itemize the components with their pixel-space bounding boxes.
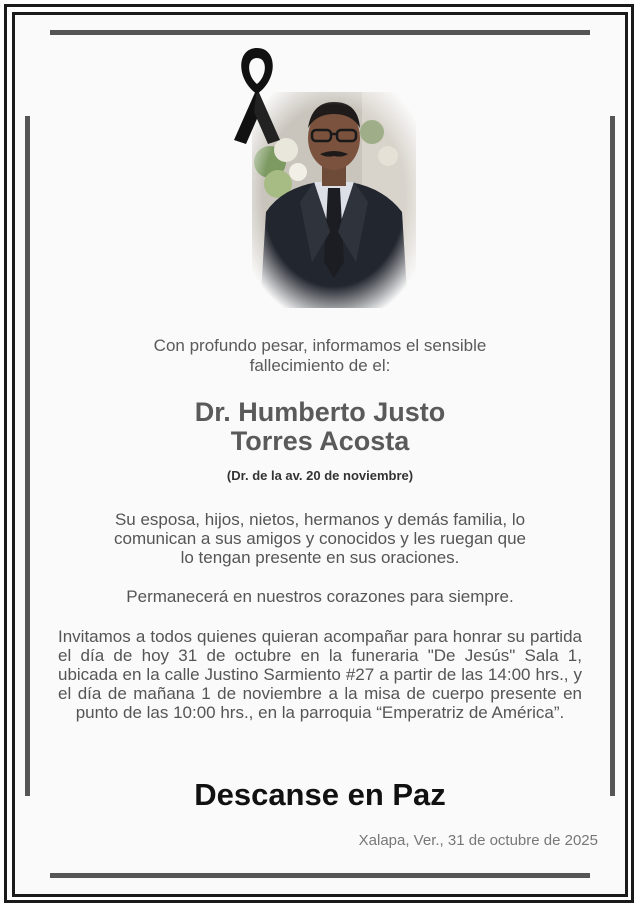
- place-date: Xalapa, Ver., 31 de octubre de 2025: [358, 832, 598, 849]
- right-divider: [610, 116, 615, 796]
- family-line: Su esposa, hijos, nietos, hermanos y demás familia, lo: [114, 510, 526, 529]
- intro-line: Con profundo pesar, informamos el sensible: [153, 336, 487, 355]
- remembrance-text: Permanecerá en nuestros corazones para siempre.: [126, 587, 514, 606]
- top-divider: [50, 30, 590, 35]
- left-divider: [25, 116, 30, 796]
- family-message: [58, 510, 582, 567]
- name-line: Dr. Humberto Justo: [194, 397, 446, 427]
- intro-line: fallecimiento de el:: [249, 356, 391, 375]
- black-ribbon-icon: [226, 44, 288, 148]
- deceased-name: [40, 398, 600, 456]
- closing-heading: Descanse en Paz: [194, 777, 446, 812]
- family-line: lo tengan presente en sus oraciones.: [180, 548, 460, 567]
- bottom-divider: [50, 873, 590, 878]
- deceased-alias: (Dr. de la av. 20 de noviembre): [226, 468, 414, 483]
- intro-text: [40, 336, 600, 376]
- invitation-text: Invitamos a todos quienes quieran acompañar para honrar su partida el día de hoy 31 de octubre en la funeraria "De Jesús" Sala 1, ubicada en la calle Justino Sarmiento #27 a partir de las 14:00 hrs., y el día de mañana 1 de noviembre a la misa de cuerpo presente en punto de las 10:00 hrs., en la parroquia “Emperatriz de América”.: [58, 627, 582, 722]
- name-line: Torres Acosta: [230, 426, 410, 456]
- family-line: comunican a sus amigos y conocidos y les ruegan que: [113, 529, 526, 548]
